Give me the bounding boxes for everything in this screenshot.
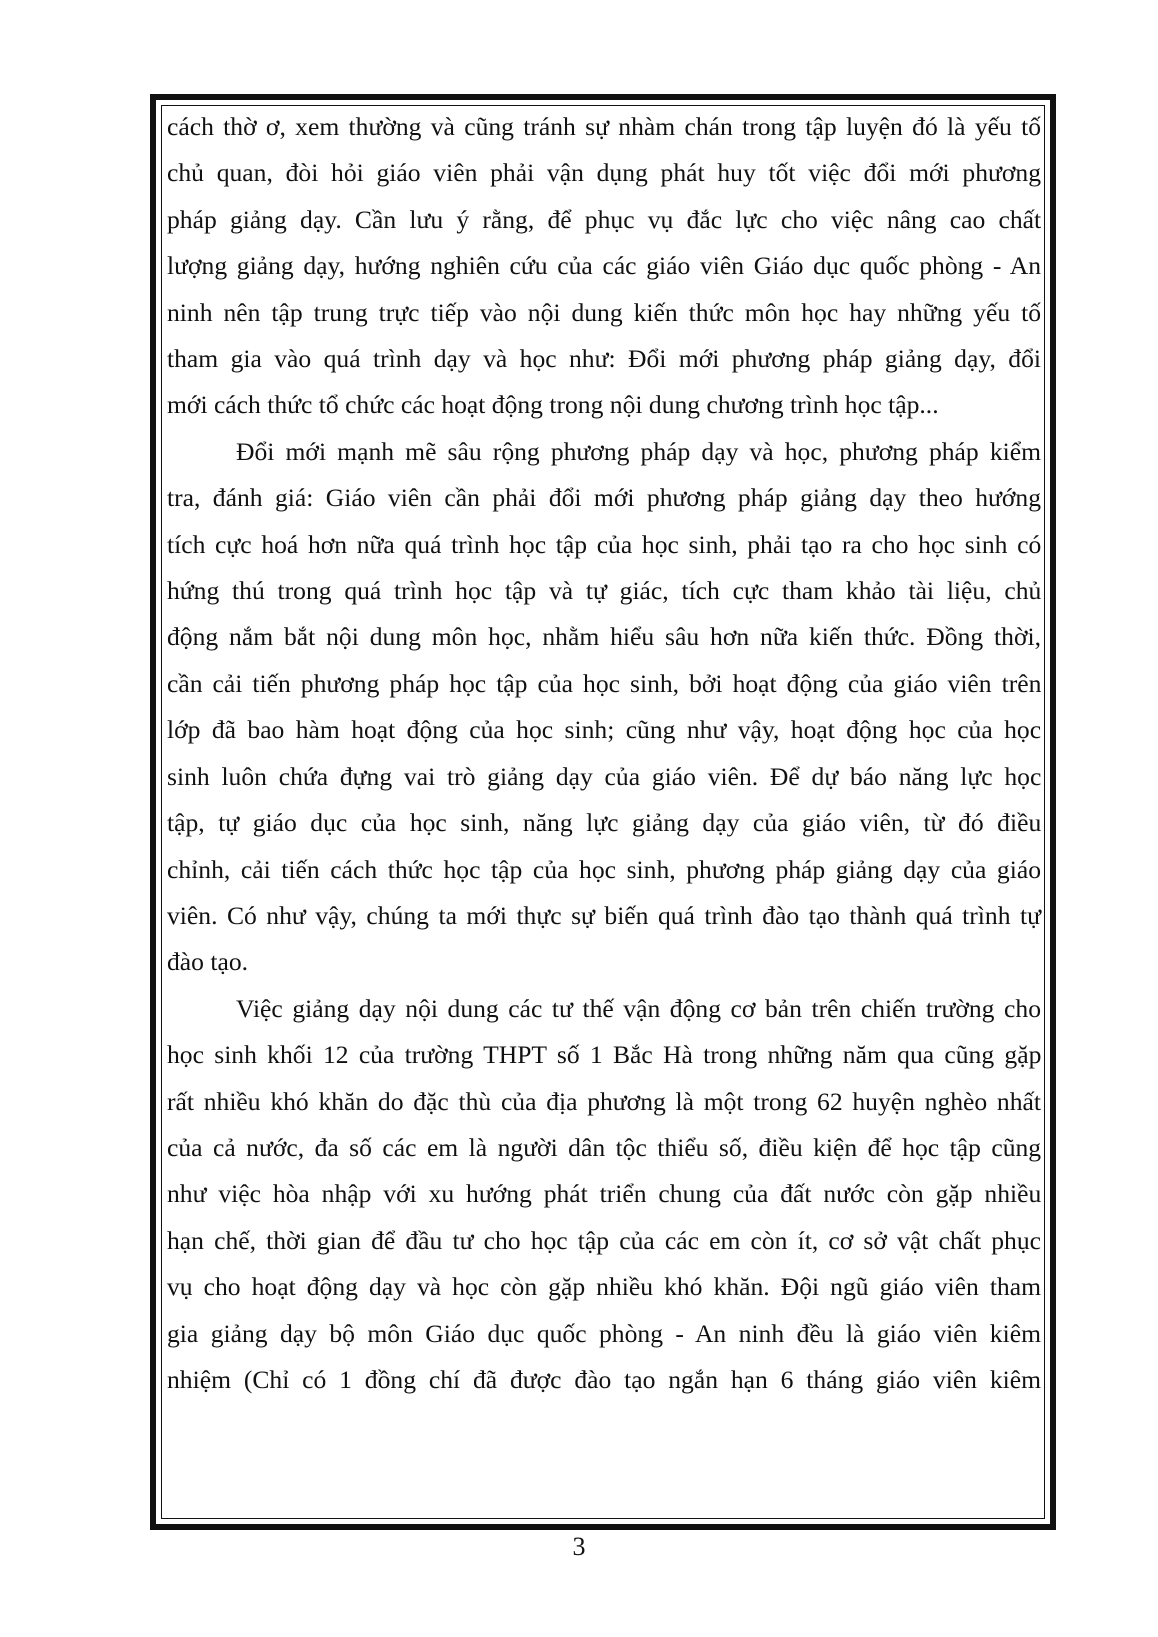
- text-line: của cả nước, đa số các em là người dân tộc thiểu số, điều kiện để học tập cũng: [167, 1132, 1042, 1162]
- text-line: chủ quan, đòi hỏi giáo viên phải vận dụng phát huy tốt việc đổi mới phương: [167, 158, 1041, 188]
- paragraph-3: [167, 986, 1041, 1404]
- text-line: động nắm bắt nội dung môn học, nhằm hiểu sâu hơn nữa kiến thức. Đồng thời,: [167, 622, 1041, 652]
- text-line: Việc giảng dạy nội dung các tư thế vận động cơ bản trên chiến trường cho: [236, 993, 1041, 1023]
- text-line: học sinh khối 12 của trường THPT số 1 Bắc Hà trong những năm qua cũng gặp: [167, 1040, 1042, 1070]
- text-line: hạn chế, thời gian để đầu tư cho học tập của các em còn ít, cơ sở vật chất phục: [167, 1225, 1041, 1255]
- text-line: viên. Có như vậy, chúng ta mới thực sự biến quá trình đào tạo thành quá trình tự: [167, 900, 1041, 930]
- page-body: [167, 104, 1041, 1403]
- text-line: rất nhiều khó khăn do đặc thù của địa phương là một trong 62 huyện nghèo nhất: [167, 1086, 1041, 1116]
- text-line: như việc hòa nhập với xu hướng phát triển chung của đất nước còn gặp nhiều: [167, 1179, 1042, 1209]
- text-line: ninh nên tập trung trực tiếp vào nội dung kiến thức môn học hay những yếu tố: [167, 297, 1041, 327]
- text-line: tích cực hoá hơn nữa quá trình học tập của học sinh, phải tạo ra cho học sinh có: [167, 529, 1042, 559]
- paragraph-1: [167, 104, 1041, 429]
- text-line: hứng thú trong quá trình học tập và tự giác, tích cực tham khảo tài liệu, chủ: [167, 576, 1042, 606]
- text-line: lượng giảng dạy, hướng nghiên cứu của các giáo viên Giáo dục quốc phòng - An: [167, 251, 1041, 281]
- text-line: Đổi mới mạnh mẽ sâu rộng phương pháp dạy và học, phương pháp kiểm: [236, 436, 1041, 466]
- text-line: đào tạo.: [167, 947, 249, 977]
- text-line: tham gia vào quá trình dạy và học như: Đổi mới phương pháp giảng dạy, đổi: [167, 344, 1041, 374]
- text-line: chỉnh, cải tiến cách thức học tập của học sinh, phương pháp giảng dạy của giáo: [167, 854, 1041, 884]
- text-line: tập, tự giáo dục của học sinh, năng lực giảng dạy của giáo viên, từ đó điều: [167, 808, 1042, 838]
- page-number: 3: [572, 1532, 586, 1561]
- text-line: cách thờ ơ, xem thường và cũng tránh sự nhàm chán trong tập luyện đó là yếu tố: [167, 112, 1041, 141]
- text-line: lớp đã bao hàm hoạt động của học sinh; cũng như vậy, hoạt động học của học: [167, 715, 1042, 745]
- text-line: vụ cho hoạt động dạy và học còn gặp nhiều khó khăn. Đội ngũ giáo viên tham: [167, 1272, 1041, 1302]
- text-line: cần cải tiến phương pháp học tập của học sinh, bởi hoạt động của giáo viên trên: [167, 668, 1042, 698]
- paragraph-2: [167, 429, 1041, 986]
- text-line: gia giảng dạy bộ môn Giáo dục quốc phòng - An ninh đều là giáo viên kiêm: [167, 1318, 1041, 1348]
- text-line: mới cách thức tổ chức các hoạt động trong nội dung chương trình học tập...: [167, 390, 939, 420]
- text-line: sinh luôn chứa đựng vai trò giảng dạy của giáo viên. Để dự báo năng lực học: [167, 761, 1042, 791]
- text-line: nhiệm (Chỉ có 1 đồng chí đã được đào tạo ngắn hạn 6 tháng giáo viên kiêm: [167, 1364, 1041, 1394]
- text-line: pháp giảng dạy. Cần lưu ý rằng, để phục vụ đắc lực cho việc nâng cao chất: [167, 204, 1042, 234]
- text-line: tra, đánh giá: Giáo viên cần phải đổi mới phương pháp giảng dạy theo hướng: [167, 483, 1041, 513]
